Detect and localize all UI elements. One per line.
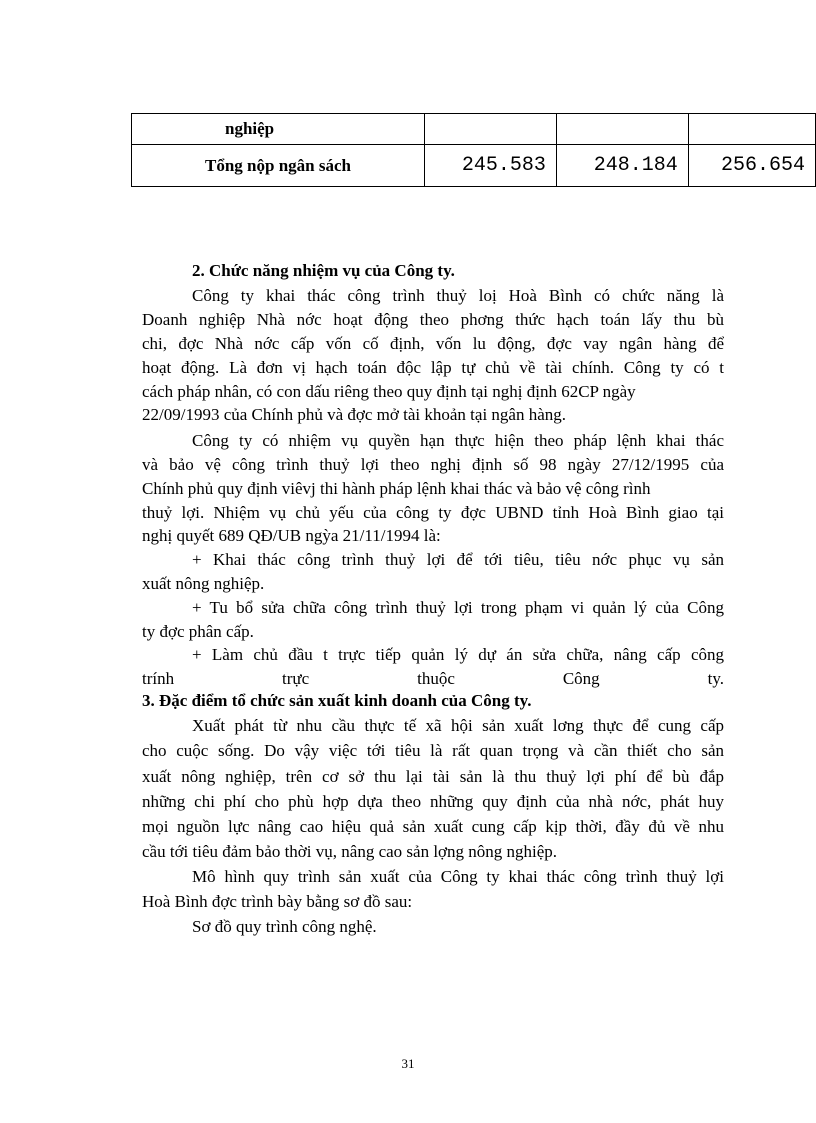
budget-table: [131, 113, 816, 187]
section-3-heading: 3. Đặc điểm tổ chức sản xuất kinh doanh của Công ty.: [142, 691, 532, 710]
text-line: Doanh nghiệp Nhà nớc hoạt động theo phơng thức hạch toán lấy thu bù: [142, 310, 724, 329]
section-2-heading: 2. Chức năng nhiệm vụ của Công ty.: [192, 261, 455, 280]
text-line: thuỷ lợi. Nhiệm vụ chủ yếu của công ty đợc UBND tỉnh Hoà Bình giao tại: [142, 503, 724, 522]
row-label: Tổng nộp ngân sách: [132, 145, 425, 187]
text-line: Công ty có nhiệm vụ quyền hạn thực hiện theo pháp lệnh khai thác: [192, 431, 724, 450]
value-cell: [688, 114, 815, 145]
page-number: 31: [401, 1056, 415, 1071]
text-line: Công ty khai thác công trình thuỷ loị Hoà Bình có chức năng là: [192, 286, 724, 305]
row-label: nghiệp: [132, 114, 425, 145]
text-line: hoạt động. Là đơn vị hạch toán độc lập tự chủ về tài chính. Công ty có t: [142, 358, 724, 377]
bullet-line: ty đợc phân cấp.: [142, 622, 254, 641]
text-line: cầu tới tiêu đảm bảo thời vụ, nâng cao sản lợng nông nghiệp.: [142, 842, 558, 861]
value-cell: 256.654: [688, 145, 815, 187]
text-line: nghị quyết 689 QĐ/UB ngỳa 21/11/1994 là:: [142, 526, 441, 545]
diagram-caption: Sơ đồ quy trình công nghệ.: [192, 917, 377, 936]
text-line: Xuất phát từ nhu cầu thực tế xã hội sản xuất lơng thực để cung cấp: [192, 716, 724, 735]
text-line: 22/09/1993 của Chính phủ và đợc mở tài khoản tại ngân hàng.: [142, 405, 567, 424]
value-cell: 245.583: [424, 145, 556, 187]
text-line: mọi nguồn lực nâng cao hiệu quả sản xuất cung cấp kịp thời, đầy đủ về nhu: [142, 817, 724, 836]
text-line: cách pháp nhân, có con dấu riêng theo quy định tại nghị định 62CP ngày: [142, 382, 636, 401]
text-line: cho cuộc sống. Do vậy việc tới tiêu là rất quan trọng và cần thiết cho sản: [142, 741, 724, 760]
table-row: [132, 114, 816, 145]
text-line: chi, đợc Nhà nớc cấp vốn cố định, vốn lu động, đợc vay ngân hàng để: [142, 334, 724, 353]
text-line: những chi phí cho phù hợp dựa theo những quy định của nhà nớc, phát huy: [142, 792, 724, 811]
table-row: [132, 145, 816, 187]
bullet-line: + Khai thác công trình thuỷ lợi để tới tiêu, tiêu nớc phục vụ sản: [192, 550, 724, 569]
text-line: Mô hình quy trình sản xuất của Công ty khai thác công trình thuỷ lợi: [192, 867, 724, 886]
bullet-line: trính trực thuộc Công ty.: [142, 669, 724, 688]
value-cell: 248.184: [556, 145, 688, 187]
text-line: Chính phủ quy định viêvj thi hành pháp lệnh khai thác và bảo vệ công rình: [142, 479, 651, 498]
text-line: Hoà Bình đợc trình bày bằng sơ đồ sau:: [142, 892, 413, 911]
value-cell: [556, 114, 688, 145]
bullet-line: + Tu bổ sửa chữa công trình thuỷ lợi trong phạm vi quản lý của Công: [192, 598, 724, 617]
value-cell: [424, 114, 556, 145]
text-line: và bảo vệ công trình thuỷ lợi theo nghị định số 98 ngày 27/12/1995 của: [142, 455, 724, 474]
text-line: xuất nông nghiệp, trên cơ sở thu lại tài sản là thu thuỷ lợi phí để bù đắp: [142, 767, 724, 786]
bullet-line: xuất nông nghiệp.: [142, 574, 265, 593]
bullet-line: + Làm chủ đầu t trực tiếp quản lý dự án sửa chữa, nâng cấp công: [192, 645, 724, 664]
